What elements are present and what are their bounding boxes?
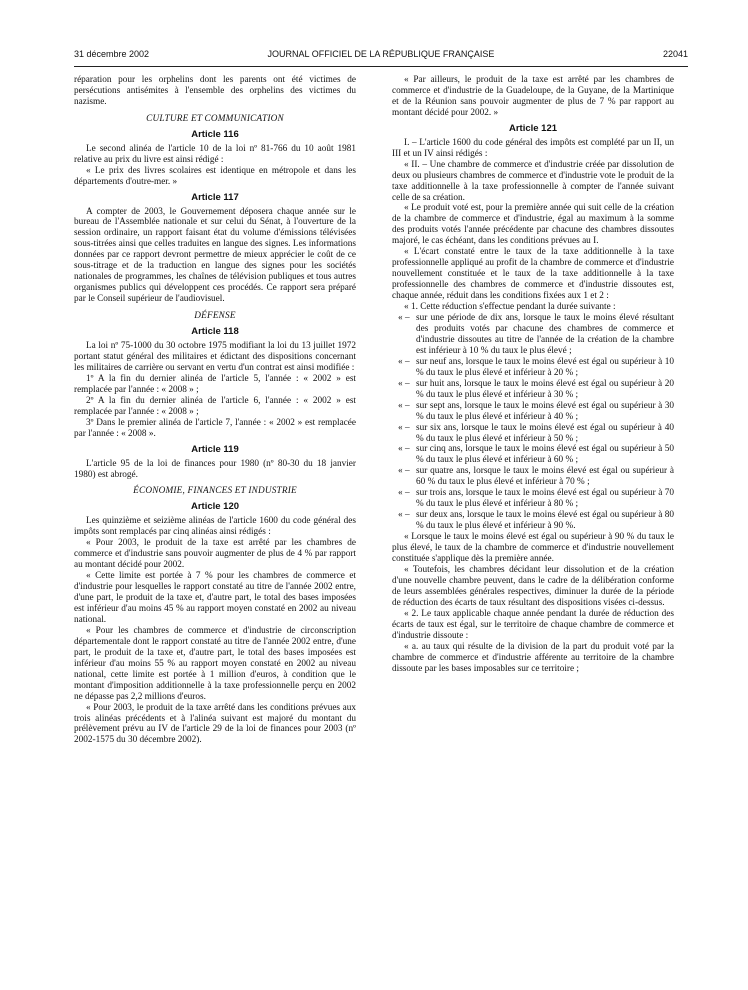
page-header (74, 49, 688, 63)
list-item: « – sur deux ans, lorsque le taux le moins élevé est égal ou supérieur à 80 % du taux le plus élevé et inférieur à 90 %. (398, 510, 674, 532)
list-item: « – sur une période de dix ans, lorsque le taux le moins élevé résultant des produits votés par chacune des chambres de commerce et d'industrie dissoutes au titre de l'année de la création de la chambre est inférieur à 10 % du taux le plus élevé ; (398, 313, 674, 356)
article-121-paragraph: « Lorsque le taux le moins élevé est égal ou supérieur à 90 % du taux le plus élevé, le taux de la chambre de commerce et d'industrie nouvellement constituée s'applique dès la première année. (392, 532, 674, 564)
dash-marker: « – (398, 378, 410, 389)
section-economie-heading: ÉCONOMIE, FINANCES ET INDUSTRIE (133, 486, 297, 497)
article-121-paragraph: « Le produit voté est, pour la première année qui suit celle de la création de la chambre de commerce et d'industrie, égal au maximum à la somme des produits votés l'année précédente par chacune des chambres dissoutes majoré, le cas échéant, dans les conditions prévues au I. (392, 203, 674, 247)
dash-marker: « – (398, 313, 410, 324)
article-121-paragraph: « 2. Le taux applicable chaque année pendant la durée de réduction des écarts de taux est égal, sur le territoire de chaque chambre de commerce et d'industrie dissoute : (392, 608, 674, 641)
article-117-paragraph: A compter de 2003, le Gouvernement déposera chaque année sur le bureau de l'Assemblée nationale et sur celui du Sénat, à l'ouverture de la session ordinaire, un rapport faisant état du volume d'émissions télévisées sous-titrées ainsi que celles traduites en langue des signes. Les informations données par ce rapport devront permettre de mieux apprécier le coût de ce sous-titrage et de la traduction en langue des signes pour les sociétés nationales de programmes, les chaînes de télévision publiques et tous autres organismes publics qui développent ces procédés. Ce rapport sera préparé par le Conseil supérieur de l'audiovisuel. (74, 206, 356, 305)
article-116-title: Article 116 (191, 128, 239, 140)
dash-marker: « – (398, 488, 410, 499)
article-116-paragraph: Le second alinéa de l'article 10 de la loi nº 81-766 du 10 août 1981 relative au prix du livre est ainsi rédigé : (74, 143, 356, 165)
header-rule (74, 66, 688, 67)
dash-marker: « – (398, 400, 410, 411)
article-116-paragraph: « Le prix des livres scolaires est identique en métropole et dans les départements d'outre-mer. » (74, 165, 356, 187)
duration-list (392, 313, 674, 532)
article-118-paragraph: 1º A la fin du dernier alinéa de l'article 5, l'année : « 2002 » est remplacée par l'année : « 2008 » ; (74, 373, 356, 395)
article-121-paragraph: I. – L'article 1600 du code général des impôts est complété par un II, un III et un IV ainsi rédigés : (392, 137, 674, 159)
article-120-paragraph: Les quinzième et seizième alinéas de l'article 1600 du code général des impôts sont remplacés par cinq alinéas ainsi rédigés : (74, 516, 356, 538)
article-118-title: Article 118 (191, 326, 239, 338)
dash-marker: « – (398, 510, 410, 521)
article-121-paragraph: « 1. Cette réduction s'effectue pendant la durée suivante : (404, 302, 616, 313)
article-120-paragraph: « Cette limite est portée à 7 % pour les chambres de commerce et d'industrie pour lesquelles le rapport constaté au titre de l'année 2002 entre, d'une part, le produit de la taxe et, d'autre part, le total des bases imposées est inférieur d'au moins 45 % au rapport moyen constaté en 2002 au niveau national. (74, 571, 356, 625)
list-item: « – sur six ans, lorsque le taux le moins élevé est égal ou supérieur à 40 % du taux le plus élevé et inférieur à 50 % ; (398, 422, 674, 444)
article-118-paragraph: La loi nº 75-1000 du 30 octobre 1975 modifiant la loi du 13 juillet 1972 portant statut général des militaires et édictant des dispositions concernant les militaires de carrière ou servant en vertu d'un contrat est ainsi modifiée : (74, 341, 356, 373)
article-121-paragraph: « a. au taux qui résulte de la division de la part du produit voté par la chambre de commerce et d'industrie afférente au territoire de la chambre dissoute par les bases imposables sur ce territoire ; (392, 641, 674, 674)
article-120-paragraph: « Pour les chambres de commerce et d'industrie de circonscription départementale dont le rapport constaté au titre de l'année 2002 entre, d'une part, le produit de la taxe et, d'autre part, le total des bases imposées est inférieur d'au moins 55 % au rapport moyen constaté en 2002 au niveau national, cette limite est portée à 1 million d'euros, à condition que le montant d'imposition additionnelle à la taxe professionnelle perçu en 2002 ne dépasse pas 2,2 millions d'euros. (74, 625, 356, 702)
list-item: « – sur trois ans, lorsque le taux le moins élevé est égal ou supérieur à 70 % du taux le plus élevé et inférieur à 80 % ; (398, 488, 674, 510)
article-121-paragraph: « II. – Une chambre de commerce et d'industrie créée par dissolution de deux ou plusieurs chambres de commerce et d'industrie vote le produit de la taxe additionnelle à la taxe professionnelle à compter de l'année suivant celle de sa création. (392, 159, 674, 203)
list-item: « – sur huit ans, lorsque le taux le moins élevé est égal ou supérieur à 20 % du taux le plus élevé et inférieur à 30 % ; (398, 378, 674, 400)
article-121-paragraph: « L'écart constaté entre le taux de la taxe additionnelle à la taxe professionnelle appliqué au profit de la chambre de commerce et d'industrie nouvellement constituée et le taux de la taxe additionnelle à la taxe professionnelle des chambres de commerce et d'industrie dissoutes est, chaque année, réduit dans les conditions fixées aux 1 et 2 : (392, 247, 674, 302)
right-column (392, 75, 674, 674)
article-121-paragraph: « Toutefois, les chambres décidant leur dissolution et de la création d'une nouvelle chambre peuvent, dans le cadre de la délibération conforme de leurs assemblées générales respectives, diminuer la durée de la période de réduction des écarts de taux résultant des dispositions visées ci-dessus. (392, 564, 674, 608)
article-118-paragraph: 3º Dans le premier alinéa de l'article 7, l'année : « 2002 » est remplacée par l'année : « 2008 ». (74, 417, 356, 439)
header-title: JOURNAL OFFICIEL DE LA RÉPUBLIQUE FRANÇAISE (267, 49, 495, 59)
list-item: « – sur cinq ans, lorsque le taux le moins élevé est égal ou supérieur à 50 % du taux le plus élevé et inférieur à 60 % ; (398, 444, 674, 466)
left-column (74, 75, 356, 746)
intro-paragraph: réparation pour les orphelins dont les parents ont été victimes de persécutions antisémites à l'ensemble des orphelins des victimes du nazisme. (74, 75, 356, 107)
article-118-paragraph: 2º A la fin du dernier alinéa de l'article 6, l'année : « 2002 » est remplacée par l'année : « 2008 » ; (74, 395, 356, 417)
dash-marker: « – (398, 356, 410, 367)
list-item: « – sur sept ans, lorsque le taux le moins élevé est égal ou supérieur à 30 % du taux le plus élevé et inférieur à 40 % ; (398, 400, 674, 422)
article-121-title: Article 121 (508, 122, 558, 134)
list-item: « – sur quatre ans, lorsque le taux le moins élevé est égal ou supérieur à 60 % du taux le plus élevé et inférieur à 70 % ; (398, 466, 674, 488)
article-120-paragraph: « Pour 2003, le produit de la taxe est arrêté par les chambres de commerce et d'industrie sans pouvoir augmenter de plus de 4 % par rapport au montant décidé pour 2002. (74, 538, 356, 571)
continued-paragraph: « Par ailleurs, le produit de la taxe est arrêté par les chambres de commerce et d'industrie de la Guadeloupe, de la Guyane, de la Martinique et de la Réunion sans pouvoir augmenter de plus de 7 % par rapport au montant décidé pour 2002. » (392, 75, 674, 118)
dash-marker: « – (398, 444, 410, 455)
section-culture-heading: CULTURE ET COMMUNICATION (146, 113, 284, 124)
list-item: « – sur neuf ans, lorsque le taux le moins élevé est égal ou supérieur à 10 % du taux le plus élevé et inférieur à 20 % ; (398, 356, 674, 378)
header-date: 31 décembre 2002 (74, 49, 150, 59)
article-117-title: Article 117 (191, 191, 239, 203)
article-120-paragraph: « Pour 2003, le produit de la taxe arrêté dans les conditions prévues aux trois alinéas précédents et à l'alinéa suivant est majoré du montant du prélèvement prévu au IV de l'article 29 de la loi de finances pour 2003 (nº 2002-1575 du 30 décembre 2002). (74, 702, 356, 746)
dash-marker: « – (398, 422, 410, 433)
section-defense-heading: DÉFENSE (194, 311, 236, 322)
article-120-title: Article 120 (190, 501, 240, 513)
article-119-paragraph: L'article 95 de la loi de finances pour 1980 (nº 80-30 du 18 janvier 1980) est abrogé. (74, 458, 356, 480)
dash-marker: « – (398, 466, 410, 477)
header-page-number: 22041 (662, 49, 688, 59)
article-119-title: Article 119 (191, 443, 239, 455)
